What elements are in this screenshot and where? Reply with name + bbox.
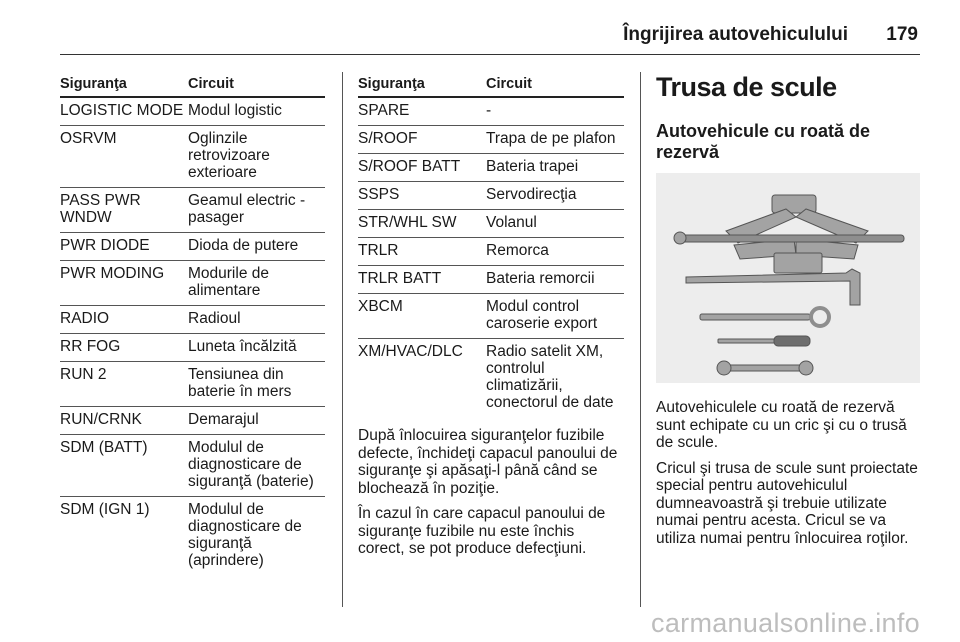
jack-and-tools-illustration — [656, 173, 920, 383]
circuit-cell: Luneta încălzită — [188, 334, 325, 362]
section-title: Trusa de scule — [656, 72, 837, 102]
table-row — [358, 238, 624, 266]
wheel-wrench — [686, 269, 860, 305]
fuse-cell: RUN 2 — [60, 362, 188, 407]
subsection-title: Autovehicule cu roată de rezervă — [656, 121, 871, 162]
table-row — [60, 97, 325, 126]
fuse-cell: S/ROOF BATT — [358, 154, 486, 182]
paragraph: După înlocuirea siguranţelor fuzibile defecte, închideţi capacul panoului de siguranţe şi apăsaţi-l până când se blochează în poziţie. — [358, 427, 618, 497]
table-row — [358, 97, 624, 126]
fuse-cell: LOGISTIC MODE — [60, 97, 188, 126]
page-header — [60, 14, 920, 55]
circuit-cell: Radioul — [188, 306, 325, 334]
circuit-cell: Oglinzile retrovizoare exterioare — [188, 126, 325, 188]
open-wrench-end — [799, 361, 813, 375]
towing-eye-shaft — [700, 314, 810, 320]
circuit-cell: Trapa de pe plafon — [486, 126, 624, 154]
table-row — [60, 126, 325, 188]
table-row — [60, 407, 325, 435]
circuit-cell: Volanul — [486, 210, 624, 238]
table-row — [60, 362, 325, 407]
fuse-table-right — [358, 74, 624, 417]
circuit-cell: Modulul de diagnosticare de siguranţă (baterie) — [188, 435, 325, 497]
table-row — [358, 294, 624, 339]
jack-base — [774, 253, 822, 273]
header-fuse: Siguranţa — [60, 74, 188, 97]
jack-screw — [678, 235, 904, 242]
fuse-cell: SPARE — [358, 97, 486, 126]
circuit-cell: Bateria trapei — [486, 154, 624, 182]
circuit-cell: Geamul electric - pasager — [188, 188, 325, 233]
fuse-cell: SSPS — [358, 182, 486, 210]
column-divider — [342, 72, 343, 607]
fuse-cell: XBCM — [358, 294, 486, 339]
fuse-cell: S/ROOF — [358, 126, 486, 154]
screwdriver-handle — [774, 336, 810, 346]
fuse-cell: RR FOG — [60, 334, 188, 362]
table-row — [358, 182, 624, 210]
fuse-table-left — [60, 74, 325, 575]
circuit-cell: Modul control caroserie export — [486, 294, 624, 339]
table-row — [60, 306, 325, 334]
table-row — [358, 154, 624, 182]
circuit-cell: Tensiunea din baterie în mers — [188, 362, 325, 407]
circuit-cell: Modul logistic — [188, 97, 325, 126]
open-wrench-end — [717, 361, 731, 375]
page-number: 179 — [886, 24, 918, 45]
fuse-cell: STR/WHL SW — [358, 210, 486, 238]
page-title: Îngrijirea autovehiculului — [623, 24, 848, 45]
tool-kit-column — [656, 72, 920, 555]
fuse-cell: RADIO — [60, 306, 188, 334]
paragraph: Autovehiculele cu roată de rezervă sunt echipate cu un cric şi cu o trusă de scule. — [656, 399, 907, 451]
fuse-cell: TRLR — [358, 238, 486, 266]
fuse-cell: PWR MODING — [60, 261, 188, 306]
open-wrench — [724, 365, 804, 371]
jack-screw-end — [674, 232, 686, 244]
watermark: carmanualsonline.info — [651, 608, 920, 638]
circuit-cell: Servodirecţia — [486, 182, 624, 210]
fuse-table-left-column — [60, 74, 325, 575]
circuit-cell: Dioda de putere — [188, 233, 325, 261]
towing-eye-ring — [811, 308, 829, 326]
screwdriver-shaft — [718, 339, 776, 343]
circuit-cell: Bateria remorcii — [486, 266, 624, 294]
fuse-table-right-column — [358, 74, 624, 566]
circuit-cell: Modulul de diagnosticare de siguranţă (aprindere) — [188, 501, 302, 569]
fuse-cell: RUN/CRNK — [60, 407, 188, 435]
paragraph: Cricul şi trusa de scule sunt proiectate special pentru autovehiculul dumneavoastră şi trebuie utilizate numai pentru acesta. Cricul se va utiliza numai pentru înlocuirea roţilor. — [656, 459, 918, 547]
table-row — [358, 266, 624, 294]
fuse-cell: TRLR BATT — [358, 266, 486, 294]
table-row — [358, 210, 624, 238]
paragraph: În cazul în care capacul panoului de siguranţe fuzibile nu este închis corect, se pot produce defecţiuni. — [358, 505, 606, 557]
circuit-cell: Radio satelit XM, controlul climatizării, conectorul de date — [486, 343, 614, 411]
circuit-cell: Modurile de alimentare — [188, 261, 325, 306]
table-row — [60, 261, 325, 306]
column-divider — [640, 72, 641, 607]
header-fuse: Siguranţa — [358, 74, 486, 97]
table-row — [60, 435, 325, 497]
tool-kit-drawing — [656, 173, 920, 383]
table-row — [358, 126, 624, 154]
table-row — [358, 339, 624, 418]
table-row — [60, 334, 325, 362]
table-row — [60, 233, 325, 261]
fuse-cell: OSRVM — [60, 126, 188, 188]
table-row — [60, 497, 325, 576]
fuse-cell: XM/HVAC/DLC — [358, 343, 463, 360]
fuse-cell: PWR DIODE — [60, 233, 188, 261]
circuit-cell: - — [486, 97, 624, 126]
circuit-cell: Demarajul — [188, 407, 325, 435]
fuse-cell: SDM (IGN 1) — [60, 501, 150, 518]
header-circuit: Circuit — [188, 74, 325, 97]
table-row — [60, 188, 325, 233]
fuse-cell: PASS PWR WNDW — [60, 188, 188, 233]
circuit-cell: Remorca — [486, 238, 624, 266]
header-circuit: Circuit — [486, 74, 624, 97]
fuse-cell: SDM (BATT) — [60, 435, 188, 497]
